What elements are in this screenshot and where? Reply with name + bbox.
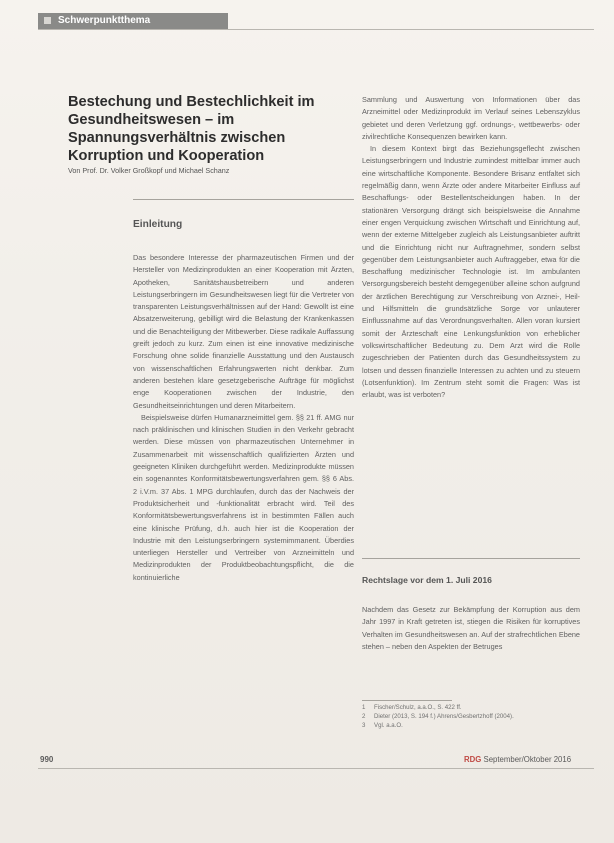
footnotes: [362, 703, 580, 730]
article-byline: Von Prof. Dr. Volker Großkopf und Michael Schanz: [68, 166, 230, 175]
page-number: 990: [40, 755, 54, 764]
section-header-bar: [38, 13, 228, 29]
article-title: Bestechung und Bestechlichkeit im Gesundheitswesen – im Spannungsverhältnis zwischen Korruption und Kooperation: [68, 94, 315, 164]
article-column-right-top: [362, 94, 580, 401]
footnote: [362, 712, 580, 721]
paragraph: Das besondere Interesse der pharmazeutischen Firmen und der Hersteller von Medizinprodukten an einer Kooperation mit Ärzten, Apotheken, Sanitätshausbetreibern und anderen Leistungserbringern im Gesundheitswesen liegt für die Vertreter von transparenten Leistungsverhältnissen auf der Hand: Gewollt ist eine Absatzerweiterung, gebilligt wird die Belastung der Krankenkassen und die Benachteiligung der Mitbewerber. Diese radikale Auffassung greift jedoch zu kurz. Zum einen ist eine innovative medizinische Forschung ohne solide finanzielle Ausstattung und den Austausch von wissenschaftlichen Erfahrungswerten nicht denkbar. Zum anderen bestehen klare gesetzgeberische Aufträge für möglichst enge Kooperationen zwischen der Industrie, den Gesundheitseinrichtungen und deren Mitarbeitern.: [133, 253, 354, 410]
footnote-divider: [362, 700, 452, 701]
section-label: Schwerpunktthema: [58, 15, 151, 26]
article-column-left: [133, 252, 354, 584]
section-divider-right: [362, 558, 580, 559]
paragraph: Nachdem das Gesetz zur Bekämpfung der Korruption aus dem Jahr 1997 in Kraft getreten ist, stiegen die Risiken für korruptives Verhalten im Gesundheitswesen an. Auf der strafrechtlichen Ebene stehen – neben den Aspekten der Betruges: [362, 605, 580, 651]
section-marker-icon: [44, 17, 51, 24]
section-divider-left: [133, 199, 354, 200]
section-heading-einleitung: Einleitung: [133, 219, 183, 230]
footnote-text: Dieter (2013, S. 194 f.) Ahrens/Gesbertzhoff (2004).: [374, 713, 514, 720]
article-column-right-bottom: [362, 604, 580, 653]
footnote-text: Fischer/Schulz, a.a.O., S. 422 ff.: [374, 704, 462, 711]
paragraph: Beispielsweise dürfen Humanarzneimittel gem. §§ 21 ff. AMG nur nach präklinischen und klinischen Studien in den Verkehr gebracht werden. Diese müssen von pharmazeutischen Unternehmer in Zusammenarbeit mit wissenschaftlich qualifizierten Ärzten und geeigneten Kliniken durchgeführt werden. Medizinprodukte müssen ein sogenanntes Konformitätsbewertungsverfahren gem. §§ 6 Abs. 2 i.V.m. 37 Abs. 1 MPG durchlaufen, durch das der Nachweis der Produktsicherheit und -funktionalität erbracht wird. Teil des Konformitätsbewertungsverfahrens ist in bestimmten Fällen auch eine klinische Prüfung, d.h. auch hier ist die Kooperation der Industrie mit den Leistungserbringern systemimmanent. Überdies unterliegen Hersteller und Vertreiber von Arzneimitteln und Medizinprodukten der Produktbeobachtungspflicht, die die kontinuierliche: [133, 412, 354, 582]
header-divider: [38, 29, 594, 30]
paragraph: In diesem Kontext birgt das Beziehungsgeflecht zwischen Leistungserbringern und Industrie zumindest mittelbar immer auch eine wirtschaftliche Komponente. Besondere Brisanz entfaltet sich regelmäßig dann, wenn Ärzte oder andere Mitarbeiter Einfluss auf Beschaffungs- oder Bestellentscheidungen haben. In der stationären Versorgung drängt sich beispielsweise die Annahme einer engen Verquickung zwischen Wirtschaft und Einrichtung auf, wenn der externe Mittelgeber zugleich als Leistungsanbieter auftritt und die Einrichtung nicht nur Auftragnehmer, sondern selbst gegenüber dem Leistungsanbieter auch Auftraggeber, etwa für die Beschaffung medizinischer Technologie ist. Im ambulanten Versorgungsbereich besteht demgegenüber alleine schon aufgrund der ärztlichen Berechtigung zur Verschreibung von Arznei-, Heil- und Hilfsmitteln die grundsätzliche Sorge vor unlauterer Einflussnahme auf das Verordnungsverhalten. Allen voran kursiert somit der Ärzteschaft eine Lenkungsfunktion von erheblicher volkswirtschaftlicher Bedeutung zu. Dem Arzt wird die Rolle zugeschrieben der Patienten durch das Gesundheitssystem zu lotsen und dessen finanzielle Interessen zu achten und zu steuern (Lotsenfunktion). Im Zentrum steht somit die Fragen: Was ist erlaubt, was ist verboten?: [362, 144, 580, 400]
journal-reference: [464, 755, 571, 764]
journal-brand: RDG: [464, 755, 482, 764]
footer-divider: [38, 768, 594, 769]
journal-issue: September/Oktober 2016: [483, 755, 572, 764]
footnote-text: Vgl. a.a.O.: [374, 722, 403, 729]
footnote-number: 2: [362, 713, 366, 720]
footnote-number: 3: [362, 722, 366, 729]
paragraph: Sammlung und Auswertung von Informationen über das Arzneimittel oder Medizinprodukt im Verlauf seines Lebenszyklus gebietet und deren Verletzung ggf. ordnungs-, wettbewerbs- oder zivilrechtliche Konsequenzen bewirken kann.: [362, 95, 580, 141]
footnote: [362, 703, 580, 712]
section-heading-rechtslage: Rechtslage vor dem 1. Juli 2016: [362, 575, 492, 585]
footnote-number: 1: [362, 704, 366, 711]
footnote: [362, 721, 580, 730]
